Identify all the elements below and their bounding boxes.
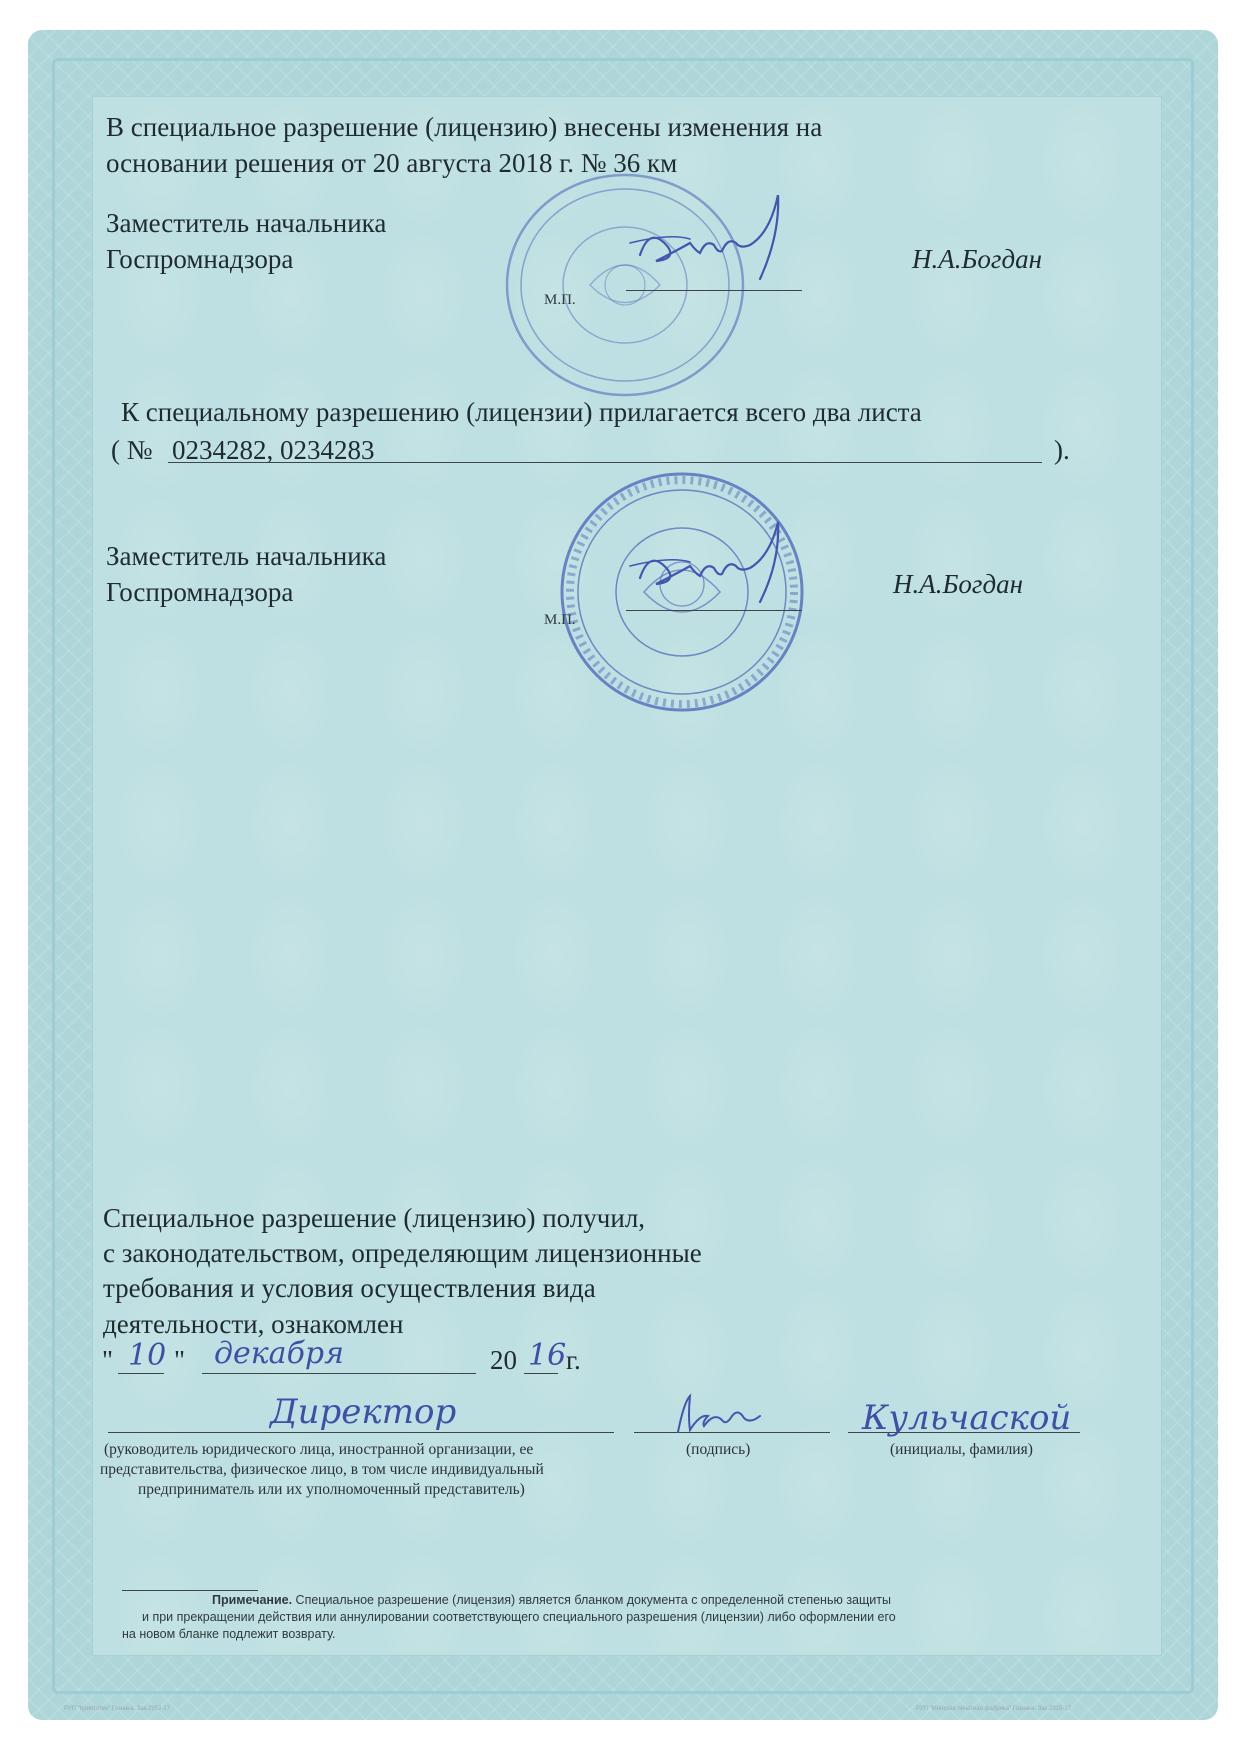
receipt-line-3: требования и условия осуществления вида bbox=[103, 1273, 596, 1303]
caption-role-line-2: представительства, физическое лицо, в том числе индивидуальный bbox=[100, 1461, 544, 1478]
note-line-1-text: Специальное разрешение (лицензия) является бланком документа с определенной степенью защиты bbox=[295, 1593, 891, 1607]
date-close-quote: " bbox=[174, 1345, 186, 1375]
attachment-underline bbox=[168, 462, 1042, 463]
date-open-quote: " bbox=[102, 1345, 114, 1375]
handwritten-signature-1 bbox=[600, 195, 810, 295]
receipt-line-2: с законодательством, определяющим лицензионные bbox=[103, 1238, 702, 1268]
role-line bbox=[108, 1432, 614, 1433]
date-month-line bbox=[202, 1373, 476, 1374]
caption-role-line-1: (руководитель юридического лица, иностранной организации, ее bbox=[104, 1441, 534, 1458]
signatory-2-title-line-1: Заместитель начальника bbox=[106, 541, 387, 571]
amendment-line-1: В специальное разрешение (лицензию) внесены изменения на bbox=[106, 112, 823, 142]
handwritten-position: Директор bbox=[270, 1392, 457, 1432]
attachment-line-1: К специальному разрешению (лицензии) прилагается всего два листа bbox=[121, 397, 922, 427]
caption-signature: (подпись) bbox=[686, 1441, 751, 1458]
signatory-2-name: Н.А.Богдан bbox=[893, 569, 1024, 599]
signatory-1-name: Н.А.Богдан bbox=[912, 244, 1043, 274]
note-line-2: и при прекращении действия или аннулировании соответствующего специального разрешения (лицензии) либо оформлении его bbox=[142, 1610, 896, 1624]
imprint-right: РУП "Минская печатная фабрика" Гознака. Зак.2315-17 bbox=[916, 1706, 1072, 1712]
receipt-line-1: Специальное разрешение (лицензию) получил, bbox=[103, 1203, 646, 1233]
note-line-3: на новом бланке подлежит возврату. bbox=[122, 1627, 336, 1641]
caption-initials: (инициалы, фамилия) bbox=[890, 1441, 1033, 1458]
handwritten-day: 10 bbox=[128, 1338, 167, 1373]
handwritten-signature-2 bbox=[600, 520, 810, 620]
attachment-prefix: ( № bbox=[111, 435, 153, 465]
signatory-2-title-line-2: Госпромнадзора bbox=[106, 577, 294, 607]
handwritten-name: Кульчаской bbox=[862, 1398, 1072, 1438]
caption-role-line-3: предприниматель или их уполномоченный представитель) bbox=[138, 1481, 525, 1498]
footnote-rule bbox=[122, 1590, 258, 1591]
note-label: Примечание. bbox=[212, 1593, 293, 1607]
handwritten-month: декабря bbox=[214, 1336, 344, 1371]
signatory-1-title-line-1: Заместитель начальника bbox=[106, 208, 387, 238]
imprint-left: РУП "Криптотех" Гознака. Зак.2352-17 bbox=[64, 1706, 171, 1712]
receipt-line-4: деятельности, ознакомлен bbox=[103, 1309, 404, 1339]
date-year-suffix: г. bbox=[566, 1345, 581, 1375]
signatory-1-mp-label: М.П. bbox=[544, 292, 576, 308]
handwritten-year: 16 bbox=[528, 1338, 567, 1373]
amendment-line-2: основании решения от 20 августа 2018 г. № 36 км bbox=[106, 148, 678, 178]
signatory-1-title-line-2: Госпромнадзора bbox=[106, 244, 294, 274]
note-line-1 bbox=[212, 1592, 891, 1608]
signatory-2-mp-label: М.П. bbox=[544, 612, 576, 628]
handwritten-signature-recipient bbox=[668, 1388, 818, 1444]
attachment-suffix: ). bbox=[1054, 435, 1070, 465]
attachment-numbers: 0234282, 0234283 bbox=[172, 435, 375, 465]
date-year-prefix: 20 bbox=[490, 1345, 517, 1375]
